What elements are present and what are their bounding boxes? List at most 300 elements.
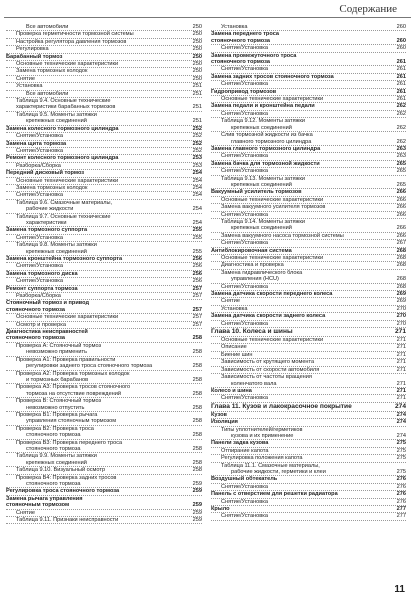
- toc-entry: [6, 363, 202, 370]
- toc-entry-page: 276: [396, 483, 406, 490]
- toc-entry-title: Снятие/Установка: [221, 320, 268, 327]
- toc-entry: [211, 395, 406, 402]
- toc-entry-page: 262: [396, 103, 406, 110]
- toc-entry: [211, 440, 406, 447]
- toc-entry-title: главного тормозного цилиндра: [231, 138, 312, 145]
- toc-entry-title: Снятие/Установка: [16, 263, 63, 270]
- toc-entry: [211, 313, 406, 320]
- toc-entry: [211, 139, 406, 146]
- toc-entry-page: 268: [396, 283, 406, 290]
- toc-entry-page: 251: [192, 90, 202, 97]
- toc-entry-title: управления (HCU): [231, 276, 279, 283]
- toc-entry-page: 271: [396, 395, 406, 402]
- toc-entry-page: 261: [396, 59, 406, 66]
- toc-entry-page: 276: [396, 498, 406, 505]
- toc-entry-title: Таблица 9.8. Моменты затяжки: [16, 242, 97, 249]
- toc-entry-title: Таблица 9.11. Признаки неисправности: [16, 517, 119, 524]
- toc-entry-page: 258: [192, 445, 202, 452]
- toc-entry-title: Таблица 9.14. Моменты затяжки: [221, 218, 305, 225]
- toc-entry-title: Таблица 11.1. Смазочные материалы,: [221, 462, 320, 469]
- toc-entry: [211, 146, 406, 153]
- toc-entry-page: 271: [396, 359, 406, 366]
- toc-entry-title: Воздушный обтекатель: [211, 476, 278, 483]
- toc-entry-title: Замена тормозных колодок: [16, 68, 88, 75]
- toc-entry-page: 257: [192, 314, 202, 321]
- toc-entry-title: управления стояночным тормозом: [26, 418, 117, 425]
- toc-entry: [6, 271, 202, 278]
- toc-entry-page: 258: [192, 418, 202, 425]
- toc-entry-page: 256: [192, 278, 202, 285]
- toc-entry-page: 271: [396, 337, 406, 344]
- toc-entry-page: 277: [396, 506, 406, 512]
- toc-entry: [6, 467, 202, 474]
- toc-entry: [6, 220, 202, 227]
- toc-entry-title: Снятие/Установка: [221, 395, 268, 402]
- toc-entry-title: рабочие жидкости: [26, 206, 74, 213]
- toc-entry-title: Вакуумный усилитель тормозов: [211, 189, 302, 196]
- toc-entry-page: 274: [396, 419, 406, 426]
- toc-entry: [211, 298, 406, 305]
- toc-entry: [211, 111, 406, 118]
- toc-entry-page: 271: [396, 351, 406, 358]
- toc-entry-title: Основные технические характеристики: [221, 337, 324, 344]
- toc-entry-title: Снятие/Установка: [16, 234, 63, 241]
- toc-entry-title: стояночного тормоза: [211, 37, 270, 44]
- toc-entry-page: 256: [192, 256, 202, 262]
- toc-entry: [211, 96, 406, 103]
- toc-entry-title: Таблица 9.5. Моменты затяжки: [16, 111, 97, 118]
- toc-entry: [211, 448, 406, 455]
- toc-entry-title: Снятие/Установка: [16, 147, 63, 154]
- toc-entry-title: Замена переднего троса: [211, 31, 279, 38]
- toc-entry-title: Все автомобили: [26, 90, 69, 97]
- toc-entry-page: 259: [192, 509, 202, 516]
- toc-entry-title: характеристики барабанных тормозов: [16, 104, 116, 111]
- toc-entry: [6, 126, 202, 133]
- toc-entry-page: 251: [192, 104, 202, 111]
- toc-entry-title: стояночного тормоза: [6, 306, 65, 313]
- toc-entry: [211, 240, 406, 247]
- toc-entry-title: Снятие/Установка: [221, 513, 268, 520]
- toc-entry-page: 251: [192, 118, 202, 125]
- toc-entry-title: Панели задка кузова: [211, 440, 269, 447]
- toc-entry: [6, 418, 202, 425]
- toc-entry: [6, 460, 202, 467]
- toc-entry-title: стояночного тормоза: [6, 335, 65, 342]
- toc-entry-page: 277: [396, 513, 406, 520]
- toc-entry: [211, 359, 406, 366]
- toc-entry-title: невозможно применить: [26, 349, 88, 356]
- toc-entry-page: 275: [396, 440, 406, 447]
- toc-entry-page: 270: [396, 313, 406, 320]
- toc-entry: [6, 391, 202, 398]
- toc-entry: [6, 91, 202, 98]
- toc-entry-title: Замена главного тормозного цилиндра: [211, 145, 321, 152]
- toc-entry: [6, 307, 202, 314]
- toc-entry-title: Проверка герметичности тормозной системы: [16, 31, 134, 38]
- toc-entry-title: Таблица 9.12. Моменты затяжки: [221, 118, 305, 125]
- toc-entry-title: Основные технические характеристики: [16, 177, 119, 184]
- toc-entry-title: кузова и их применение: [231, 432, 294, 439]
- toc-entry: [6, 104, 202, 111]
- toc-entry-title: Замена тормозных колодок: [16, 184, 88, 191]
- toc-entry-page: 262: [396, 138, 406, 145]
- toc-entry-title: Кузов: [211, 411, 227, 418]
- toc-entry-title: Гидропривод тормозов: [211, 88, 277, 95]
- toc-entry: [6, 46, 202, 53]
- toc-entry-page: 271: [394, 328, 406, 336]
- toc-entry-page: 250: [192, 61, 202, 68]
- toc-entry: [6, 141, 202, 148]
- toc-entry-title: Основные технические характеристики: [221, 196, 324, 203]
- toc-entry-title: Снятие/Установка: [221, 81, 268, 88]
- toc-entry-page: 276: [396, 476, 406, 483]
- toc-entry-page: 266: [396, 196, 406, 203]
- toc-entry-title: Замена вакуумного насоса тормозной системы: [221, 232, 344, 239]
- toc-entry-title: Колесо и шина: [211, 387, 252, 394]
- toc-entry-page: 252: [192, 133, 202, 140]
- toc-entry-title: Биение шин: [221, 351, 253, 358]
- toc-entry-title: Зависимость от скорости автомобиля: [221, 366, 320, 373]
- toc-entry-page: 269: [396, 291, 406, 298]
- toc-entry-title: крепежных соединений: [26, 248, 87, 255]
- toc-entry: [211, 233, 406, 240]
- toc-entry-page: 250: [192, 68, 202, 75]
- toc-entry-page: 262: [396, 124, 406, 131]
- toc-entry-title: Проверка В3: Проверка переднего троса: [16, 439, 123, 446]
- toc-entry: [6, 263, 202, 270]
- toc-entry-title: стояночным тормозом: [6, 502, 70, 509]
- toc-entry: [211, 328, 406, 337]
- toc-entry-page: 265: [396, 181, 406, 188]
- toc-entry-title: Установка: [221, 305, 248, 312]
- toc-entry-title: невозможно отпустить: [26, 404, 85, 411]
- toc-entry: [6, 377, 202, 384]
- toc-entry: [211, 513, 406, 520]
- toc-entry-title: Основные технические характеристики: [16, 314, 119, 321]
- toc-entry: [6, 488, 202, 495]
- toc-entry: [6, 322, 202, 329]
- toc-entry-title: Проверка В4: Проверка задних тросов: [16, 474, 117, 481]
- toc-entry-page: 257: [192, 321, 202, 328]
- toc-entry: [6, 178, 202, 185]
- toc-entry-title: крепежных соединений: [26, 459, 87, 466]
- toc-entry-title: Описание: [221, 344, 247, 351]
- toc-entry-title: Таблица 9.10. Визуальный осмотр: [16, 467, 106, 474]
- toc-entry-page: 255: [192, 234, 202, 241]
- toc-entry: [6, 118, 202, 125]
- toc-entry-page: 258: [192, 459, 202, 466]
- toc-entry-title: Замена вакуумного усилителя тормозов: [221, 204, 326, 211]
- toc-entry-title: и тормозных барабанов: [26, 376, 89, 383]
- toc-entry: [211, 476, 406, 483]
- toc-entry: [211, 182, 406, 189]
- toc-entry-page: 259: [192, 488, 202, 495]
- toc-entry-page: 266: [396, 232, 406, 239]
- toc-entry-title: стояночного тормоза: [26, 432, 81, 439]
- toc-entry-title: Антиблокировочная система: [211, 247, 292, 254]
- toc-entry: [211, 419, 406, 426]
- toc-entry-page: 266: [396, 225, 406, 232]
- toc-entry-title: Замена промежуточного троса: [211, 52, 297, 59]
- toc-entry-page: 258: [192, 335, 202, 342]
- toc-entry: [211, 403, 406, 412]
- toc-entry-title: стояночного тормоза: [211, 59, 270, 66]
- toc-entry-page: 266: [396, 204, 406, 211]
- toc-entry: [211, 433, 406, 440]
- toc-entry: [211, 103, 406, 110]
- toc-entry: [6, 517, 202, 524]
- toc-entry-page: 263: [396, 153, 406, 160]
- toc-entry: [211, 74, 406, 81]
- toc-entry: [6, 432, 202, 439]
- toc-entry-title: Замена кронштейна тормозного суппорта: [6, 256, 123, 262]
- toc-entry: [6, 405, 202, 412]
- toc-entry: [211, 284, 406, 291]
- toc-entry: [211, 248, 406, 255]
- toc-entry: [6, 249, 202, 256]
- toc-entry: [211, 412, 406, 419]
- toc-entry-page: 254: [192, 170, 202, 177]
- toc-entry-title: Отпирание капота: [221, 447, 269, 454]
- toc-entry: [211, 352, 406, 359]
- toc-entry-title: Регулировка: [16, 46, 49, 53]
- toc-entry-title: рабочие жидкости, герметики и клеи: [231, 468, 326, 475]
- toc-entry-title: Снятие/Установка: [221, 153, 268, 160]
- toc-entry: [211, 45, 406, 52]
- toc-entry-page: 255: [192, 227, 202, 234]
- toc-entry-title: Регулировка положения капота: [221, 455, 303, 462]
- toc-entry: [6, 68, 202, 75]
- toc-entry-page: 271: [396, 387, 406, 394]
- toc-entry: [6, 185, 202, 192]
- toc-entry-page: 274: [396, 411, 406, 418]
- page-number: 11: [394, 584, 405, 595]
- toc-entry-title: Замена датчика скорости переднего колеса: [211, 291, 333, 298]
- toc-entry-page: 268: [396, 276, 406, 283]
- toc-entry-page: 261: [396, 88, 406, 95]
- toc-entry: [211, 168, 406, 175]
- toc-entry-page: 260: [396, 24, 406, 30]
- toc-entry: [6, 39, 202, 46]
- toc-entry-page: 261: [396, 66, 406, 73]
- toc-entry: [211, 306, 406, 313]
- toc-entry: [6, 31, 202, 38]
- toc-entry-page: 258: [192, 376, 202, 383]
- toc-entry-page: 276: [396, 491, 406, 498]
- toc-entry-title: Снятие/Установка: [221, 283, 268, 290]
- toc-entry: [211, 38, 406, 45]
- toc-entry-title: Замена щита тормоза: [6, 140, 67, 147]
- toc-entry-title: Проверка В1: Проверка рычага: [16, 411, 98, 418]
- toc-entry-title: Разборка/Сборка: [16, 293, 61, 300]
- toc-entry-title: Снятие/Установка: [221, 498, 268, 505]
- toc-entry-page: 255: [192, 248, 202, 255]
- toc-entry: [211, 66, 406, 73]
- toc-entry: [6, 314, 202, 321]
- toc-entry-title: Снятие/Установка: [221, 168, 268, 175]
- toc-entry-page: 259: [192, 481, 202, 487]
- toc-entry-page: 259: [192, 502, 202, 509]
- toc-entry-page: 251: [192, 83, 202, 90]
- toc-entry-page: 256: [192, 270, 202, 277]
- toc-entry-title: Зависимость от крутящего момента: [221, 359, 315, 366]
- toc-entry-title: Панель с отверстием для решетки радиатора: [211, 491, 338, 498]
- toc-entry: [211, 484, 406, 491]
- toc-entry-title: Разборка/Сборка: [16, 162, 61, 169]
- toc-entry-title: Снятие/Установка: [221, 45, 268, 52]
- toc-entry-page: 271: [396, 366, 406, 373]
- toc-entry-title: Диагностика неисправностей: [6, 329, 88, 336]
- toc-entry-page: 250: [192, 53, 202, 60]
- toc-entry: [6, 481, 202, 488]
- toc-entry-title: Снятие: [16, 509, 35, 516]
- toc-entry-page: 258: [192, 390, 202, 397]
- header-divider: [4, 17, 411, 18]
- toc-entry: [6, 155, 202, 162]
- toc-entry: [6, 163, 202, 170]
- toc-entry-title: крепежных соединений: [231, 124, 292, 131]
- toc-entry-page: 254: [192, 206, 202, 213]
- toc-entry-page: 266: [396, 211, 406, 218]
- toc-entry-title: Глава 11. Кузов и лакокрасочное покрытие: [211, 402, 352, 410]
- toc-entry: [6, 286, 202, 293]
- toc-entry: [211, 381, 406, 388]
- toc-entry-title: Передний дисковый тормоз: [6, 170, 85, 177]
- toc-entry-title: Основные технические характеристики: [221, 255, 324, 261]
- toc-entry-title: Установка: [221, 24, 248, 30]
- toc-entry-title: Таблица 9.7. Основные технические: [16, 213, 111, 220]
- toc-entry-title: Стояночный тормоз и привод: [6, 300, 90, 307]
- toc-entry-title: Таблица 9.4. Основные технические: [16, 98, 111, 105]
- toc-entry-title: Снятие/Установка: [221, 240, 268, 247]
- toc-entry-title: Снятие/Установка: [221, 483, 268, 490]
- page-header-title: Содержание: [339, 3, 397, 15]
- toc-entry-page: 250: [192, 24, 202, 30]
- toc-entry-title: стояночного тормоза: [26, 445, 81, 452]
- toc-entry-title: Замена датчика скорости заднего колеса: [211, 313, 326, 320]
- toc-entry: [6, 133, 202, 140]
- toc-entry-title: крепежных соединений: [231, 181, 292, 188]
- toc-entry-page: 253: [192, 155, 202, 162]
- toc-entry-page: 261: [396, 73, 406, 80]
- toc-entry-title: Снятие: [16, 75, 35, 82]
- toc-entry: [211, 189, 406, 196]
- toc-entry-title: крепежных соединений: [26, 118, 87, 125]
- toc-entry-title: характеристики: [26, 219, 67, 226]
- toc-entry: [211, 455, 406, 462]
- toc-entry: [6, 148, 202, 155]
- toc-entry: [6, 192, 202, 199]
- toc-entry-page: 268: [396, 255, 406, 261]
- toc-entry: [211, 388, 406, 395]
- toc-entry-title: Таблица 9.9. Моменты затяжки: [16, 453, 97, 460]
- toc-entry-page: 253: [192, 162, 202, 169]
- toc-entry-title: Снятие/Установка: [221, 110, 268, 117]
- toc-entry-page: 252: [192, 125, 202, 132]
- toc-entry-page: 271: [396, 380, 406, 387]
- toc-entry-title: стояночного тормоза: [26, 481, 81, 487]
- toc-entry-page: 258: [192, 467, 202, 474]
- toc-entry-title: Настройка регулятора давления тормозов: [16, 38, 127, 45]
- toc-entry-page: 275: [396, 447, 406, 454]
- toc-entry-page: 254: [192, 184, 202, 191]
- toc-entry-page: 257: [192, 285, 202, 292]
- toc-entry-title: Замена рычага управления: [6, 495, 83, 502]
- toc-entry-title: Барабанный тормоз: [6, 53, 63, 60]
- toc-entry-title: Проверка А2: Проверка тормозных колодок: [16, 370, 130, 377]
- toc-entry: [6, 293, 202, 300]
- toc-entry: [211, 24, 406, 31]
- toc-entry-title: коленчатого вала: [231, 380, 277, 387]
- toc-entry: [211, 255, 406, 262]
- toc-entry: [211, 59, 406, 66]
- toc-entry-title: Замена бачка для тормозной жидкости: [211, 160, 320, 167]
- toc-entry-title: Ремонт суппорта тормоза: [6, 285, 78, 292]
- toc-entry-title: регулировки заднего троса стояночного тормоза: [26, 363, 153, 370]
- toc-entry-title: Замена гидравлического блока: [221, 269, 303, 276]
- toc-entry-title: тормоза на отсутствие повреждений: [26, 390, 122, 397]
- toc-entry-page: 254: [192, 192, 202, 199]
- toc-entry-page: 260: [396, 45, 406, 52]
- toc-entry-page: 254: [192, 219, 202, 226]
- toc-entry-page: 254: [192, 177, 202, 184]
- toc-entry: [211, 225, 406, 232]
- toc-entry-page: 258: [192, 404, 202, 411]
- toc-entry: [211, 276, 406, 283]
- toc-entry: [211, 291, 406, 298]
- toc-entry-title: Проверка В: Стояночный тормоз: [16, 398, 102, 405]
- toc-entry: [211, 197, 406, 204]
- toc-entry-title: Основные технические характеристики: [221, 96, 324, 103]
- toc-entry: [211, 153, 406, 160]
- toc-entry-title: Замена колесного тормозного цилиндра: [6, 125, 119, 132]
- toc-entry: [6, 335, 202, 342]
- toc-entry: [6, 446, 202, 453]
- toc-entry: [6, 227, 202, 234]
- toc-entry-title: Замена тормозного диска: [6, 270, 78, 277]
- toc-entry-page: 274: [394, 402, 406, 410]
- toc-entry-page: 258: [192, 432, 202, 439]
- toc-entry: [211, 491, 406, 498]
- toc-entry-page: 270: [396, 320, 406, 327]
- toc-entry: [211, 321, 406, 328]
- toc-entry-title: Проверка В2: Проверка троса: [16, 425, 94, 432]
- toc-entry-page: 259: [192, 517, 202, 524]
- toc-entry: [211, 212, 406, 219]
- toc-entry: [211, 344, 406, 351]
- toc-entry: [6, 76, 202, 83]
- toc-entry-page: 261: [396, 96, 406, 103]
- toc-entry-title: Замена задних тросов стояночного тормоза: [211, 73, 334, 80]
- toc-entry: [211, 262, 406, 269]
- toc-entry-page: 266: [396, 189, 406, 196]
- toc-entry-page: 262: [396, 110, 406, 117]
- toc-entry-title: Снятие/Установка: [16, 192, 63, 199]
- toc-entry-title: Таблица 9.6. Смазочные материалы,: [16, 199, 113, 206]
- toc-entry: [6, 206, 202, 213]
- toc-entry: [211, 89, 406, 96]
- toc-entry-title: Изоляция: [211, 419, 238, 426]
- toc-entry-page: 250: [192, 46, 202, 53]
- toc-entry-page: 256: [192, 263, 202, 270]
- toc-entry-page: 265: [396, 160, 406, 167]
- toc-left-column: [6, 24, 202, 524]
- toc-entry-title: Установка: [16, 83, 43, 90]
- toc-entry-page: 250: [192, 75, 202, 82]
- toc-entry-title: Регулировка троса стояночного тормоза: [6, 488, 120, 495]
- toc-entry: [211, 81, 406, 88]
